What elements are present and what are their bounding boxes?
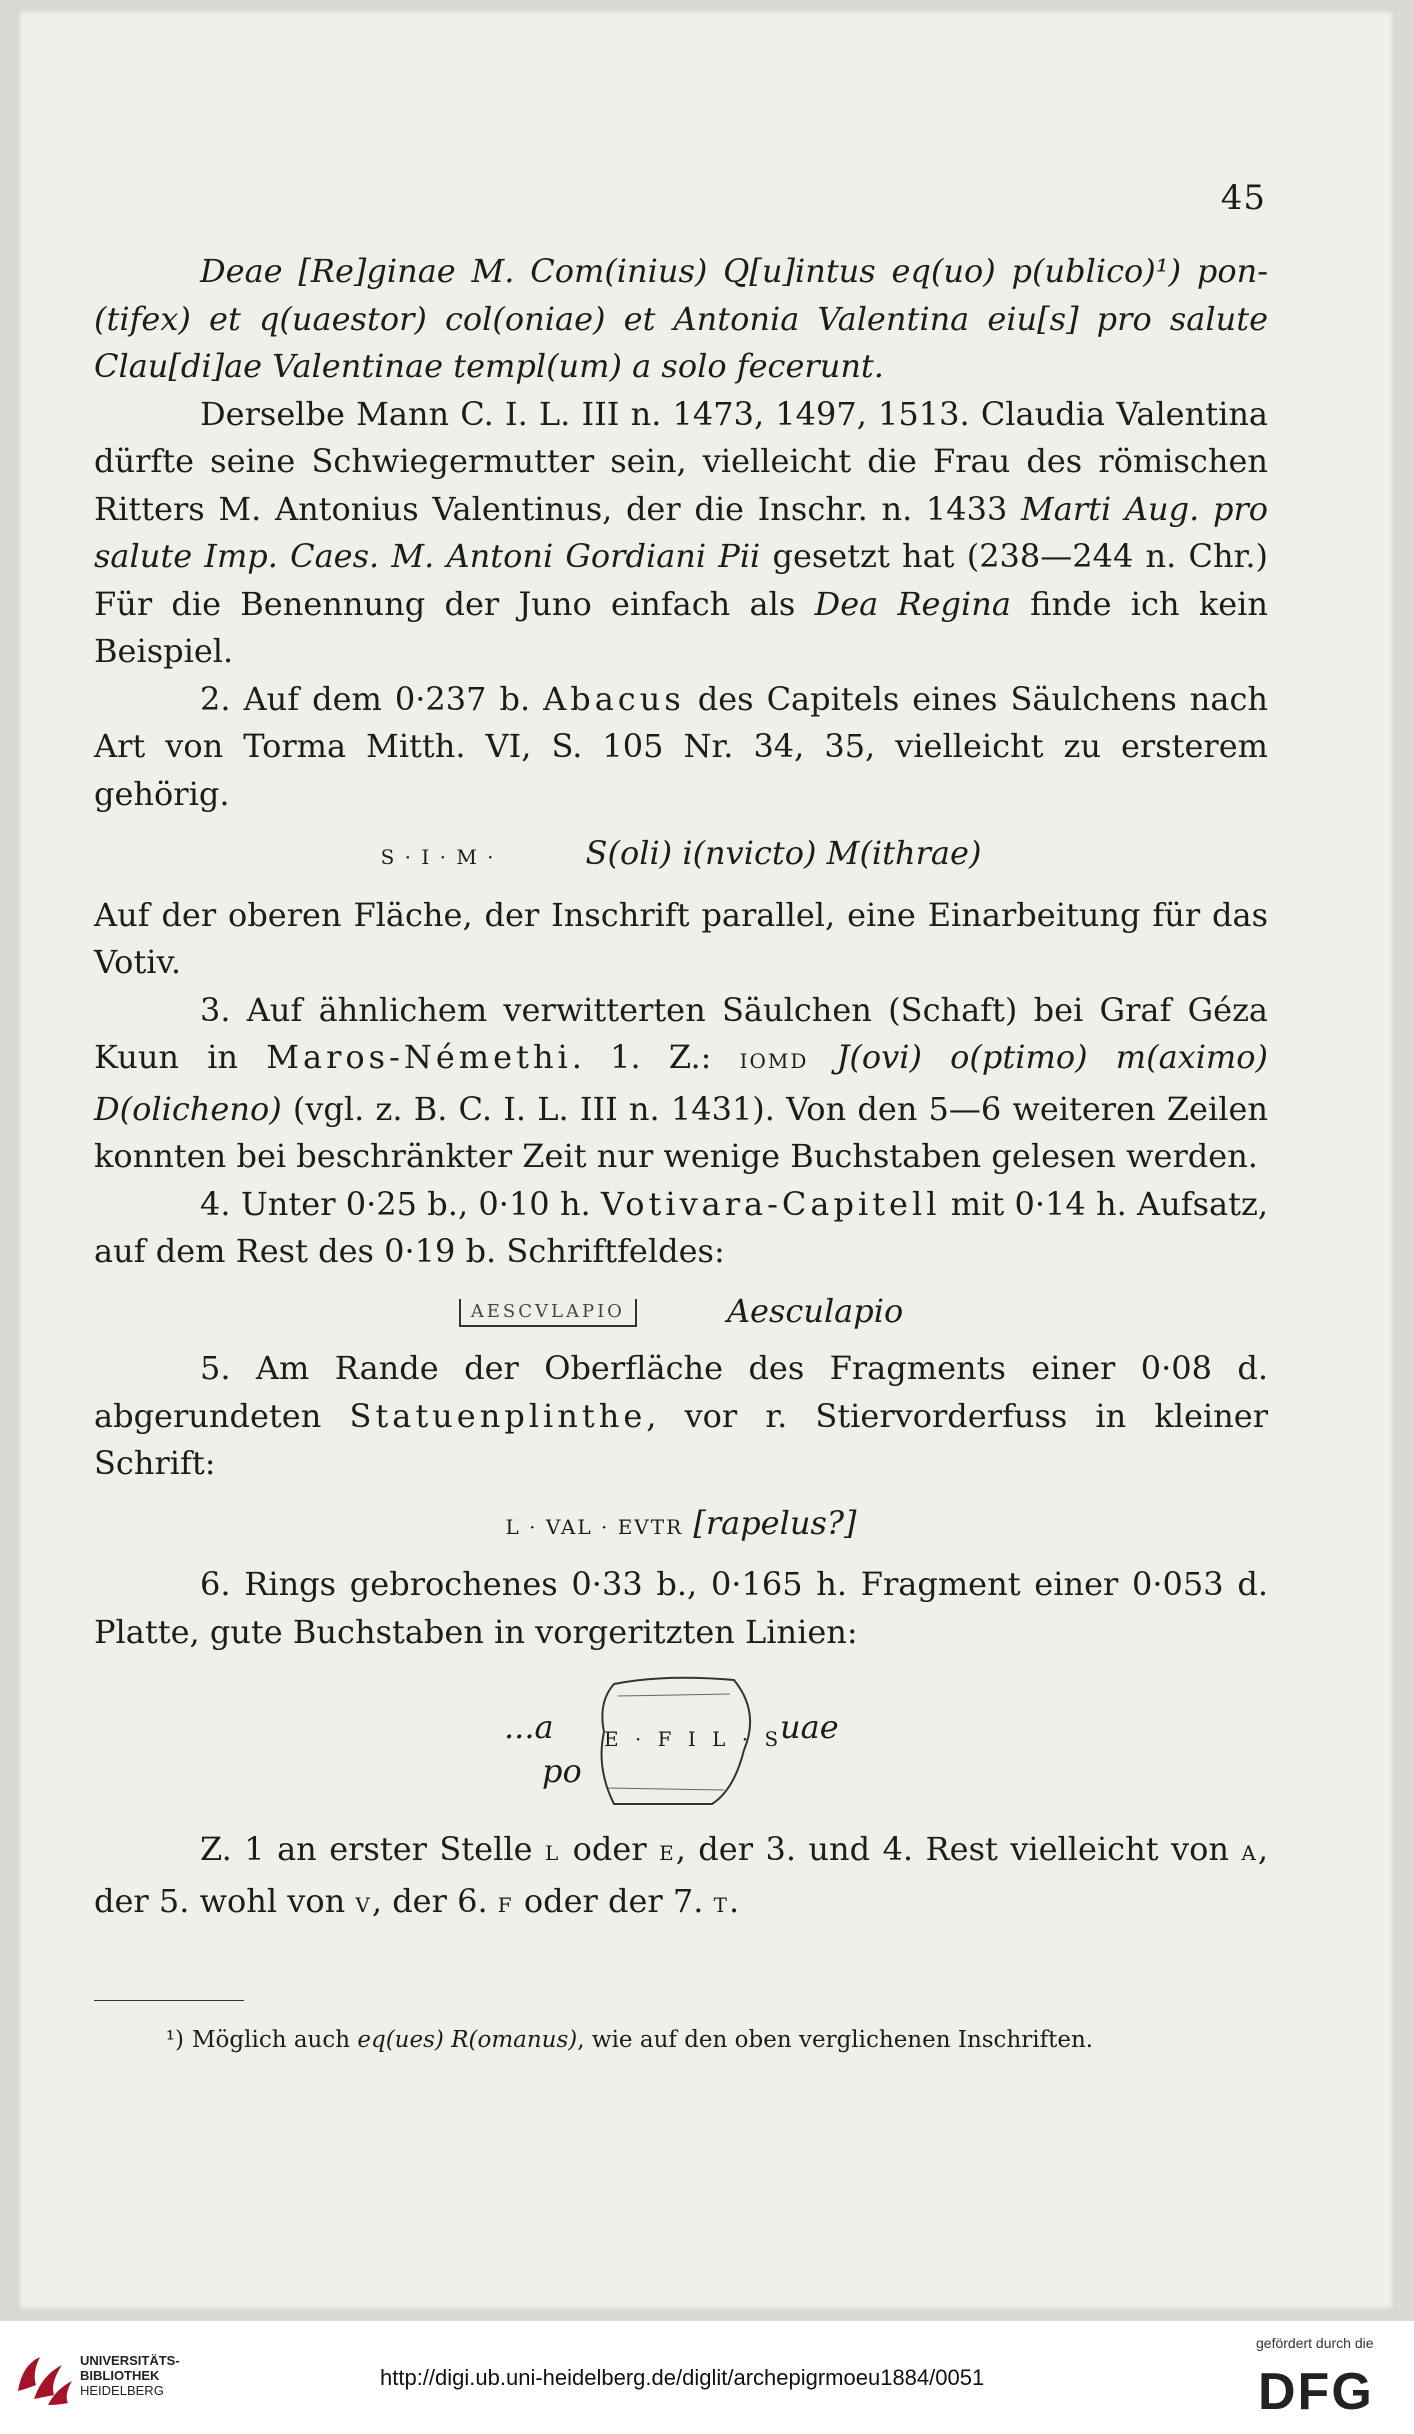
fragment-lower-text: po — [542, 1752, 582, 1790]
paragraph-inscription-reading: Deae [Re]ginae M. Com(inius) Q[u]intus eq(uo) p(ublico)¹) pon-(tifex) et q(uaestor) col(oniae) et Antonia Valentina eiu[s] pro salute Clau[di]ae Valentinae templ(um) a solo fecerunt. — [94, 252, 1268, 385]
fragment-right-text: uae — [780, 1708, 839, 1746]
inscription-box: AESCVLAPIO — [459, 1299, 637, 1327]
paragraph-item-4: 4. Unter 0·25 b., 0·10 h. Votivara-Capitell mit 0·14 h. Aufsatz, auf dem Rest des 0·19 b. Schriftfeldes: — [94, 1184, 1269, 1270]
body-text — [94, 248, 1268, 1929]
fragment-left-text: ...a — [504, 1708, 554, 1746]
fragment-drawing — [94, 1666, 1268, 1816]
funding-caption: gefördert durch die — [1256, 2335, 1374, 2351]
paragraph-item-2: 2. Auf dem 0·237 b. Abacus des Capitels eines Säulchens nach Art von Torma Mitth. VI, S. 105 Nr. 34, 35, vielleicht zu ersterem gehörig. — [94, 679, 1268, 813]
svg-text:DFG: DFG — [1258, 2363, 1374, 2417]
inscription-line-2: AESCVLAPIO Aesculapio — [94, 1288, 1268, 1336]
page-number: 45 — [1220, 178, 1266, 218]
paragraph-item-5: 5. Am Rande der Oberfläche des Fragments einer 0·08 d. abgerundeten Statuenplinthe, vor r. Stiervorderfuss in kleiner Schrift: — [94, 1349, 1269, 1482]
university-name[interactable]: UNIVERSITÄTS- BIBLIOTHEK HEIDELBERG — [80, 2353, 180, 2398]
paragraph-item-6: 6. Rings gebrochenes 0·33 b., 0·165 h. Fragment einer 0·053 d. Platte, gute Buchstaben in vorgeritzten Linien: — [94, 1565, 1268, 1651]
inscription-line-1: S · I · M · S(oli) i(nvicto) M(ithrae) — [380, 834, 982, 872]
inscription-line-3: L · VAL · EVTR [rapelus?] — [505, 1503, 857, 1542]
footnote: ¹) Möglich auch eq(ues) R(omanus), wie auf den oben verglichenen Inschriften. — [94, 2022, 1268, 2058]
paragraph-fragment-note: Z. 1 an erster Stelle L oder E, der 3. und 4. Rest vielleicht von A, der 5. wohl von V, der 6. F oder der 7. T. — [94, 1830, 1269, 1920]
paragraph-surface-note: Auf der oberen Fläche, der Inschrift parallel, eine Einarbeitung für das Votiv. — [94, 895, 1268, 981]
viewer-footer — [0, 2320, 1414, 2434]
permalink-url[interactable]: http://digi.ub.uni-heidelberg.de/diglit/archepigrmoeu1884/0051 — [380, 2365, 985, 2390]
dfg-logo-icon[interactable] — [1256, 2361, 1398, 2417]
paragraph-item-3: 3. Auf ähnlichem verwitterten Säulchen (Schaft) bei Graf Géza Kuun in Maros-Némethi. 1. Z.: IOMD J(ovi) o(ptimo) m(aximo) D(olicheno) (vgl. z. B. C. I. L. III n. 1431). Von den 5—6 weiteren Zeilen konnten bei beschränkter Zeit nur wenige Buchstaben gelesen werden. — [94, 990, 1269, 1175]
paragraph-commentary: Derselbe Mann C. I. L. III n. 1473, 1497, 1513. Claudia Valentina dürfte seine Schwiegermutter sein, vielleicht die Frau des römischen Ritters M. Antonius Valentinus, der die Inschr. n. 1433 Marti Aug. pro salute Imp. Caes. M. Antoni Gordiani Pii gesetzt hat (238—244 n. Chr.) Für die Benennung der Juno einfach als Dea Regina finde ich kein Beispiel. — [94, 394, 1269, 670]
footnote-mark: ¹) — [165, 2027, 184, 2053]
university-logo-icon[interactable] — [14, 2351, 74, 2407]
fragment-center-text: E · F I L · S — [604, 1727, 784, 1751]
scanned-page — [18, 10, 1394, 2310]
footnote-rule — [94, 2000, 244, 2001]
